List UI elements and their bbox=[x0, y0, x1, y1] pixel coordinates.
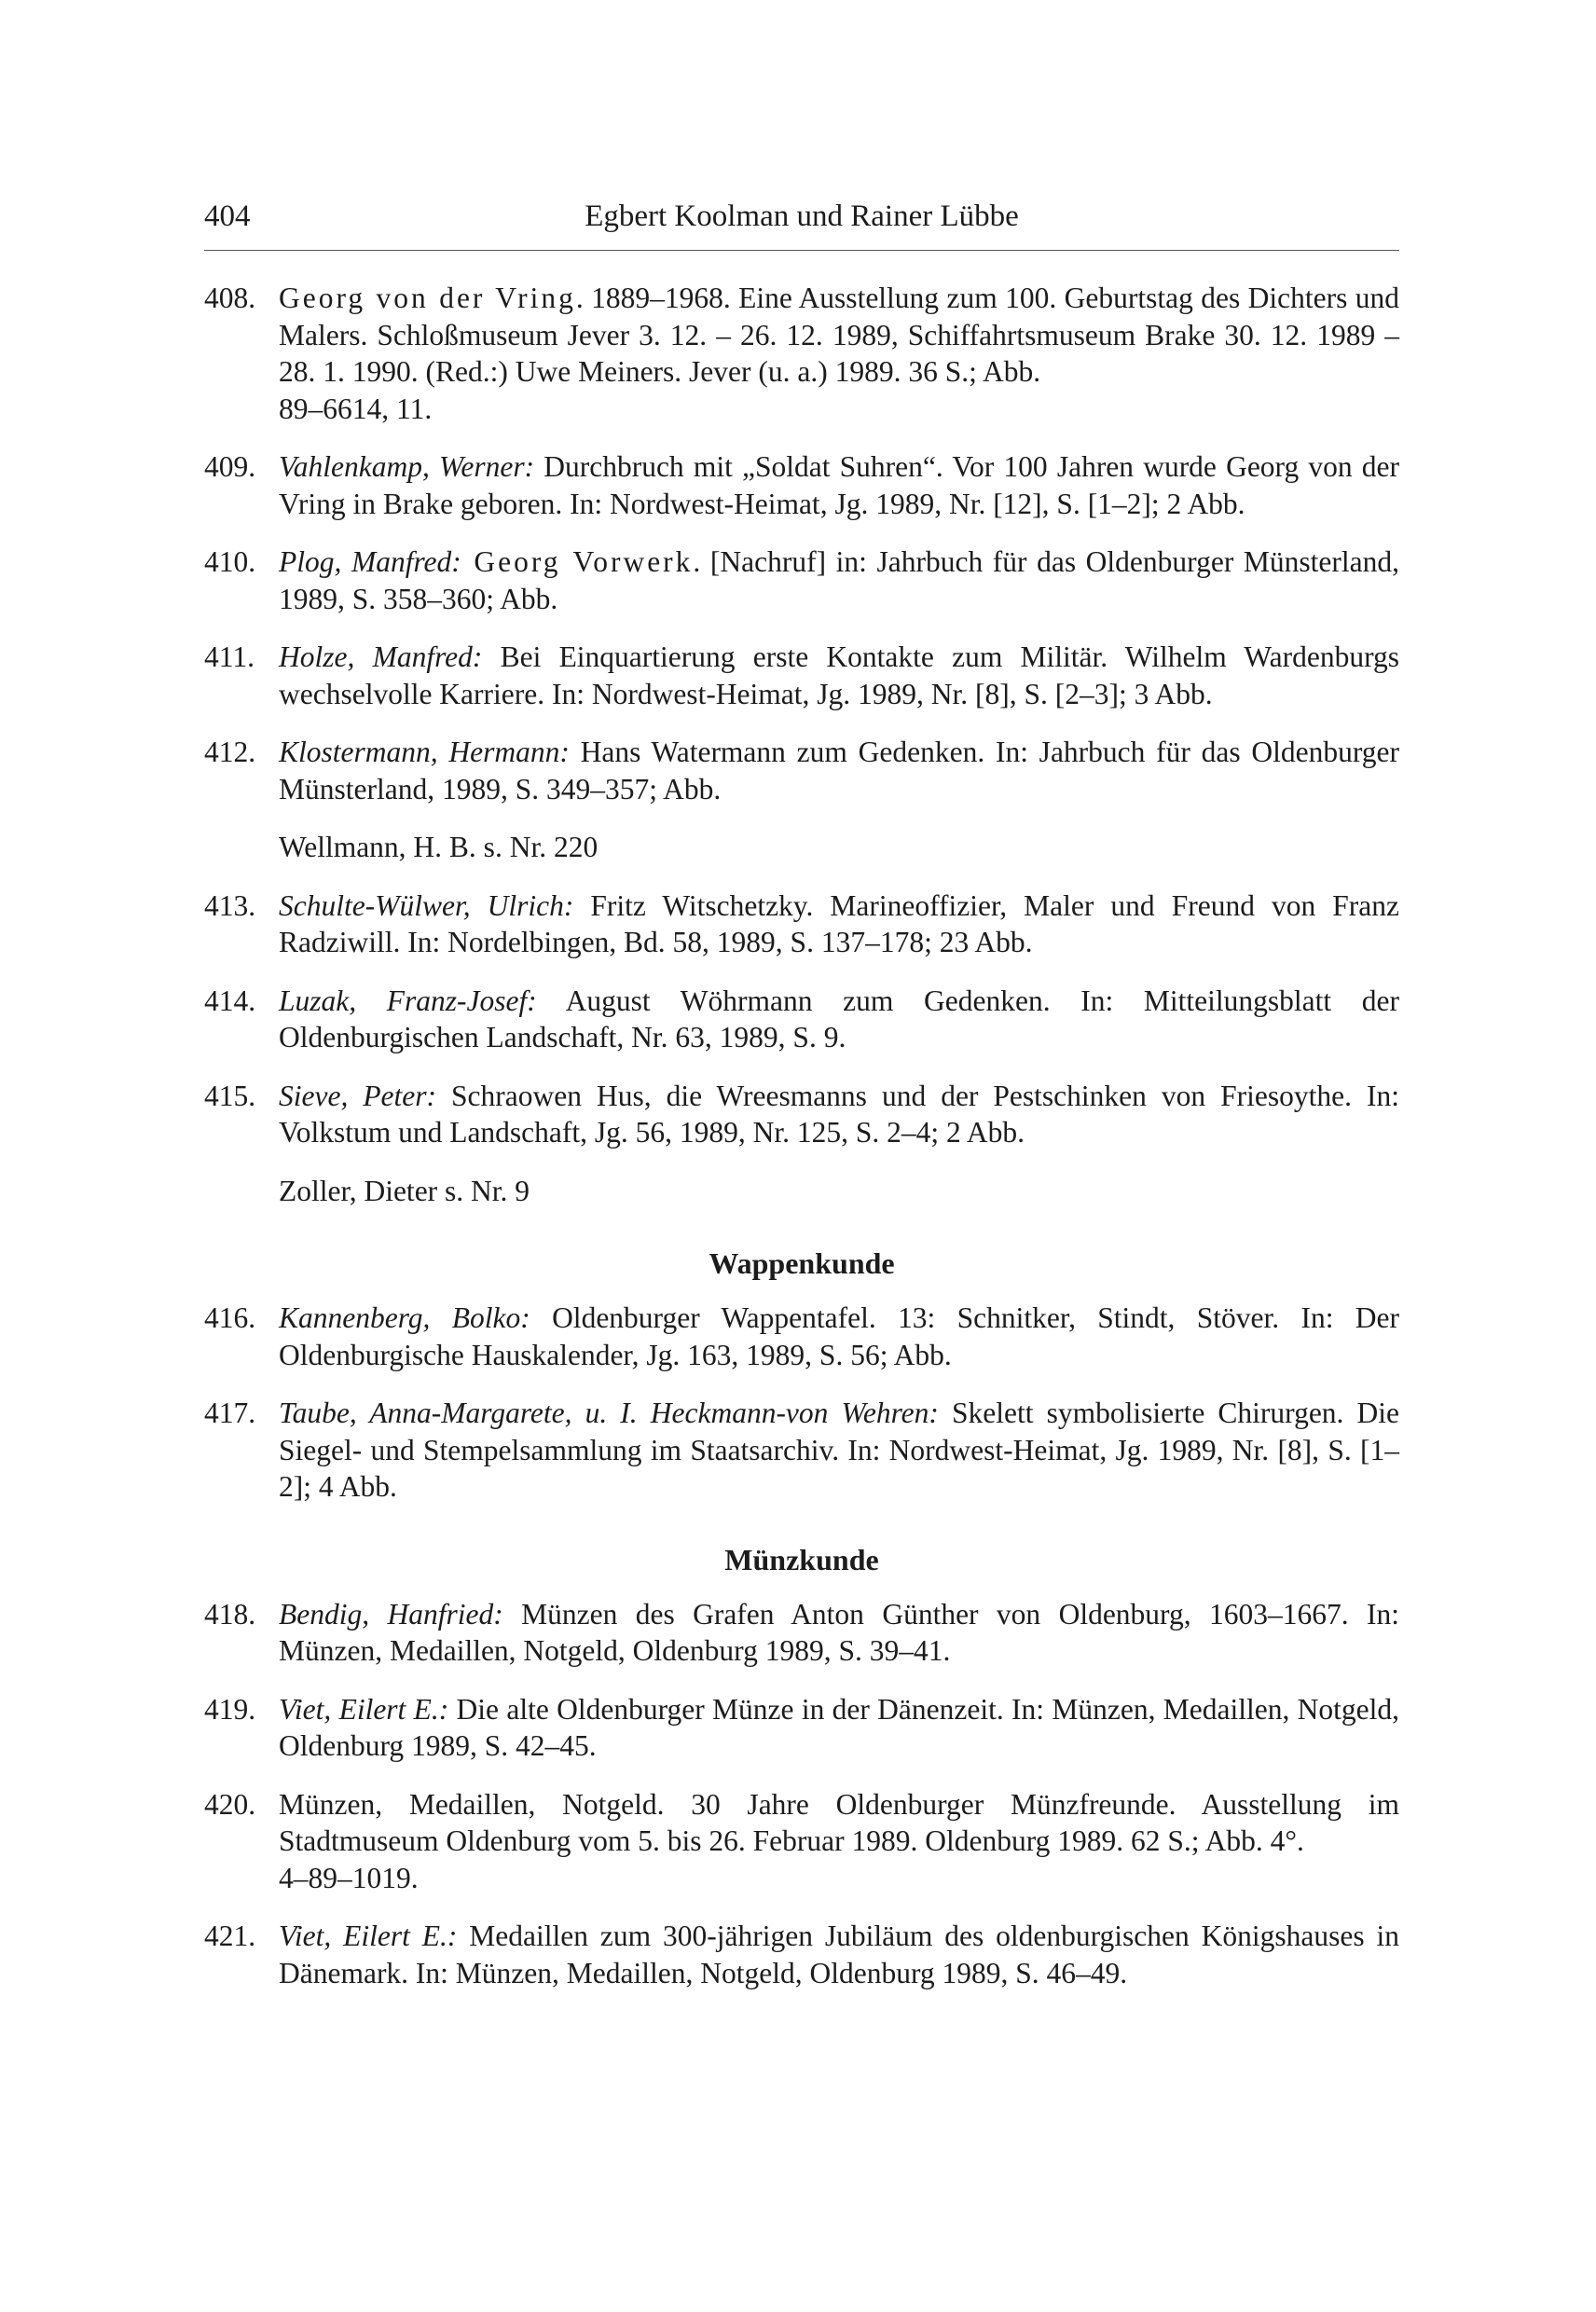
entry-number: 416. bbox=[204, 1301, 256, 1334]
entry-author: Holze, Manfred: bbox=[279, 640, 483, 673]
entry-number: 421. bbox=[204, 1920, 256, 1952]
cross-reference: Zoller, Dieter s. Nr. 9 bbox=[279, 1174, 530, 1207]
entry-414 bbox=[204, 983, 1399, 1056]
entry-text: Medaillen zum 300-jährigen Jubiläum des oldenburgischen Königshauses in Dänemark. In: Münzen, Medaillen, Notgeld, Oldenburg 1989, S. 46–49. bbox=[279, 1920, 1399, 1989]
entry-author: Plog, Manfred: bbox=[279, 545, 461, 578]
entry-412 bbox=[204, 734, 1399, 807]
entry-number: 408. bbox=[204, 282, 256, 314]
entry-number: 419. bbox=[204, 1692, 256, 1726]
entry-number: 409. bbox=[204, 450, 256, 483]
entry-text: Durchbruch mit „Soldat Suhren“. Vor 100 Jahren wurde Georg von der Vring in Brake geboren. In: Nordwest-Heimat, Jg. 1989, Nr. [12], S. [1–2]; 2 Abb. bbox=[279, 450, 1400, 520]
section-heading-muenzkunde: Münzkunde bbox=[724, 1542, 879, 1576]
entry-author: Kannenberg, Bolko: bbox=[279, 1301, 530, 1334]
cross-reference: Wellmann, H. B. s. Nr. 220 bbox=[279, 831, 598, 863]
entry-author: Bendig, Hanfried: bbox=[279, 1597, 503, 1631]
entry-number: 414. bbox=[204, 984, 256, 1017]
entry-416 bbox=[204, 1300, 1399, 1373]
entry-catalog-number: 89–6614, 11. bbox=[279, 392, 433, 425]
entry-text: Oldenburger Wappentafel. 13: Schnitker, Stindt, Stöver. In: Der Oldenburgische Hauskalender, Jg. 163, 1989, S. 56; Abb. bbox=[279, 1301, 1399, 1371]
entry-409 bbox=[204, 448, 1399, 522]
entry-subject: Georg Vorwerk bbox=[461, 545, 694, 578]
entry-text: Schraowen Hus, die Wreesmanns und der Pestschinken von Friesoythe. In: Volkstum und Landschaft, Jg. 56, 1989, Nr. 125, S. 2–4; 2 Abb. bbox=[279, 1079, 1399, 1149]
entry-text: Hans Watermann zum Gedenken. In: Jahrbuch für das Oldenburger Münsterland, 1989, S. 349–357; Abb. bbox=[279, 736, 1399, 805]
bibliography-content bbox=[204, 280, 1399, 2013]
entry-author: Luzak, Franz-Josef: bbox=[279, 984, 537, 1017]
entry-418 bbox=[204, 1596, 1399, 1670]
entry-419 bbox=[204, 1691, 1399, 1765]
entry-author: Taube, Anna-Margarete, u. I. Heckmann-von Wehren: bbox=[279, 1397, 939, 1429]
section-heading-wappenkunde: Wappenkunde bbox=[709, 1246, 895, 1280]
entry-number: 411. bbox=[204, 640, 255, 673]
entry-text: Die alte Oldenburger Münze in der Dänenzeit. In: Münzen, Medaillen, Notgeld, Oldenburg 1989, S. 42–45. bbox=[279, 1692, 1400, 1762]
page-header bbox=[204, 194, 1399, 251]
entry-410 bbox=[204, 544, 1399, 617]
entry-411 bbox=[204, 639, 1399, 712]
entry-number: 413. bbox=[204, 888, 256, 922]
entry-author: Sieve, Peter: bbox=[279, 1079, 437, 1112]
entry-420 bbox=[204, 1786, 1399, 1897]
entry-number: 418. bbox=[204, 1597, 256, 1631]
entry-number: 420. bbox=[204, 1787, 256, 1821]
entry-text: . 1889–1968. Eine Ausstellung zum 100. Geburtstag des Dichters und Malers. Schloßmuseum Jever 3. 12. – 26. 12. 1989, Schiffahrtsmuseum Brake 30. 12. 1989 – 28. 1. 1990. (Red.:) Uwe Meiners. Jever (u. a.) 1989. 36 S.; Abb. bbox=[279, 282, 1399, 388]
running-title: Egbert Koolman und Rainer Lübbe bbox=[585, 200, 1019, 233]
entry-number: 410. bbox=[204, 545, 256, 578]
entry-catalog-number: 4–89–1019. bbox=[279, 1861, 419, 1894]
entry-text: August Wöhrmann zum Gedenken. In: Mitteilungsblatt der Oldenburgischen Landschaft, Nr. 63, 1989, S. 9. bbox=[279, 984, 1399, 1053]
entry-413 bbox=[204, 888, 1399, 961]
entry-author: Schulte-Wülwer, Ulrich: bbox=[279, 888, 574, 922]
entry-text: Skelett symbolisierte Chirurgen. Die Siegel- und Stempelsammlung im Staatsarchiv. In: Nordwest-Heimat, Jg. 1989, Nr. [8], S. [1–2]; 4 Abb. bbox=[279, 1397, 1399, 1503]
entry-text: Münzen, Medaillen, Notgeld. 30 Jahre Oldenburger Münzfreunde. Ausstellung im Stadtmuseum Oldenburg vom 5. bis 26. Februar 1989. Oldenburg 1989. 62 S.; Abb. 4°. bbox=[279, 1787, 1399, 1857]
entry-text: Fritz Witschetzky. Marineoffizier, Maler und Freund von Franz Radziwill. In: Nordelbingen, Bd. 58, 1989, S. 137–178; 23 Abb. bbox=[279, 888, 1400, 958]
entry-author: Klostermann, Hermann: bbox=[279, 736, 570, 768]
entry-subject: Georg von der Vring bbox=[279, 282, 576, 314]
entry-text: Bei Einquartierung erste Kontakte zum Militär. Wilhelm Wardenburgs wechselvolle Karriere. In: Nordwest-Heimat, Jg. 1989, Nr. [8], S. [2–3]; 3 Abb. bbox=[279, 640, 1400, 710]
entry-417 bbox=[204, 1395, 1399, 1506]
page-number: 404 bbox=[204, 200, 251, 233]
entry-text: Münzen des Grafen Anton Günther von Oldenburg, 1603–1667. In: Münzen, Medaillen, Notgeld, Oldenburg 1989, S. 39–41. bbox=[279, 1597, 1399, 1667]
entry-408 bbox=[204, 280, 1399, 427]
entry-number: 417. bbox=[204, 1397, 256, 1429]
entry-author: Viet, Eilert E.: bbox=[279, 1920, 458, 1952]
entry-author: Vahlenkamp, Werner: bbox=[279, 450, 535, 483]
entry-415 bbox=[204, 1078, 1399, 1151]
entry-421 bbox=[204, 1918, 1399, 1991]
entry-author: Viet, Eilert E.: bbox=[279, 1692, 449, 1726]
entry-number: 415. bbox=[204, 1079, 256, 1112]
entry-text: . [Nachruf] in: Jahrbuch für das Oldenburger Münsterland, 1989, S. 358–360; Abb. bbox=[279, 545, 1399, 615]
entry-number: 412. bbox=[204, 736, 256, 768]
